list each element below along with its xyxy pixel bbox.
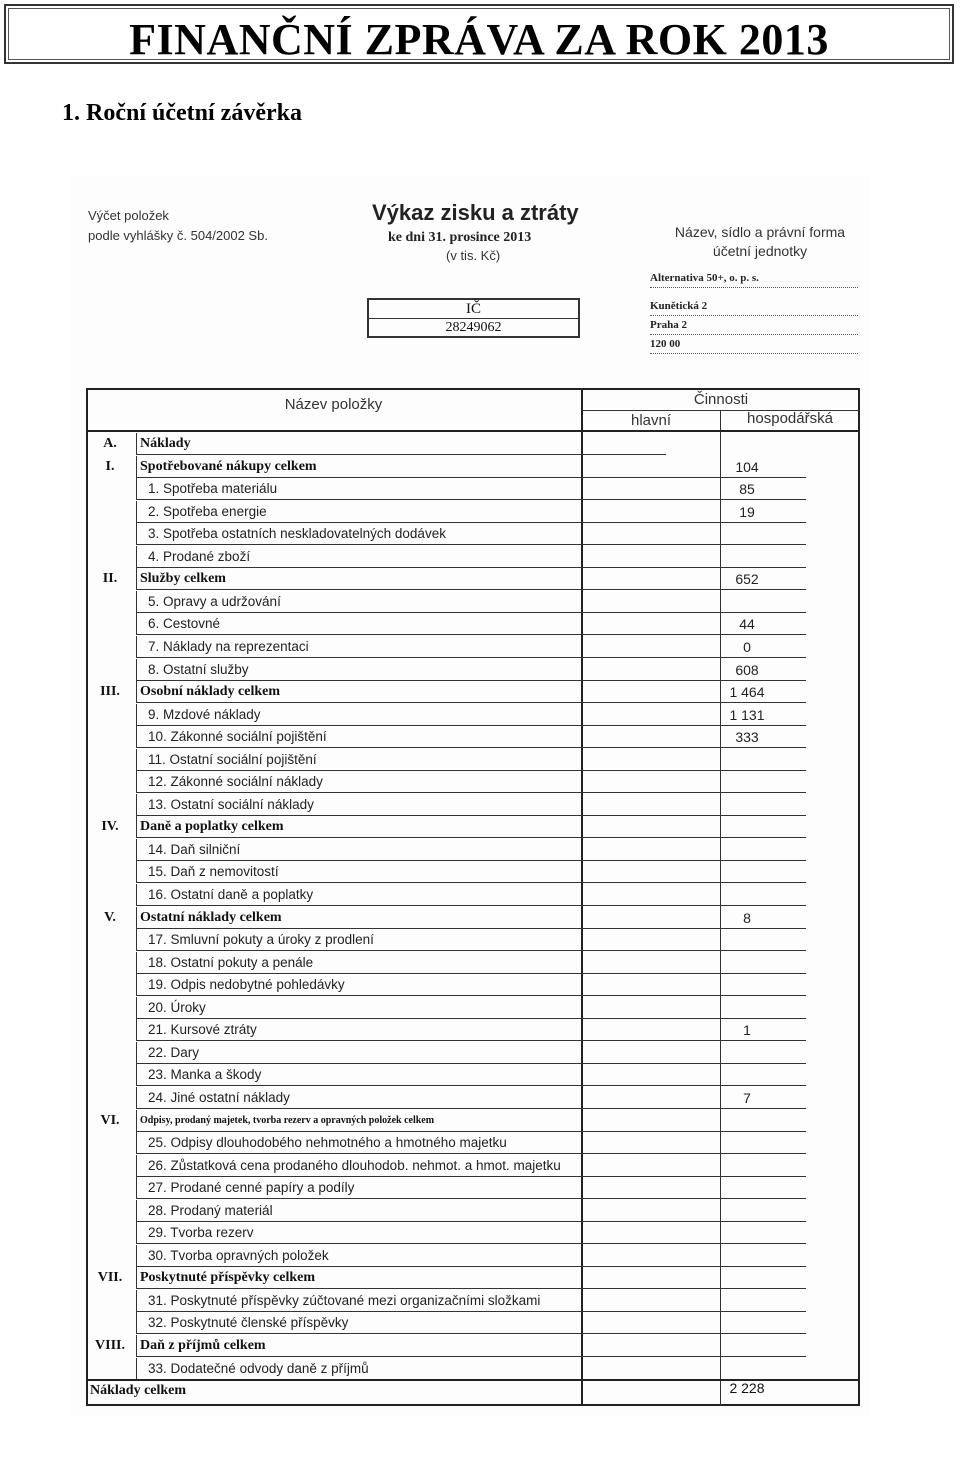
row-label: 24. Jiné ostatní náklady — [148, 1089, 290, 1105]
row-divider — [136, 546, 137, 568]
table-row — [86, 456, 860, 478]
row-value-main: 608 — [735, 661, 759, 678]
row-label: Daň z příjmů celkem — [140, 1338, 266, 1353]
table-row — [86, 1110, 860, 1132]
row-label: 32. Poskytnuté členské příspěvky — [148, 1315, 349, 1331]
table-row — [86, 1267, 860, 1289]
table-row — [86, 501, 860, 523]
row-section-number: V. — [104, 909, 116, 925]
table-row — [86, 839, 860, 861]
ico-label: IČ — [369, 300, 578, 319]
table-row — [86, 568, 860, 590]
table-row — [86, 1177, 860, 1199]
table-row — [86, 1245, 860, 1267]
entity-name: Alternativa 50+, o. p. s. — [650, 270, 858, 288]
row-label: 20. Úroky — [148, 999, 206, 1015]
row-label: Služby celkem — [140, 571, 226, 587]
entity-zip: 120 00 — [650, 336, 858, 354]
row-section-number: A. — [103, 436, 117, 451]
table-row — [86, 861, 860, 883]
row-divider — [136, 591, 137, 613]
report-title: FINANČNÍ ZPRÁVA ZA ROK 2013 — [129, 15, 829, 64]
row-divider — [136, 907, 137, 929]
table-row — [86, 478, 860, 500]
row-label: 27. Prodané cenné papíry a podíly — [148, 1180, 355, 1196]
table-row — [86, 816, 860, 838]
table-row — [86, 546, 860, 568]
row-divider — [136, 884, 137, 906]
row-divider — [136, 1312, 137, 1334]
row-label: Ostatní náklady celkem — [140, 909, 282, 925]
row-divider — [136, 433, 137, 455]
legal-basis-line-1: Výčet položek — [88, 208, 169, 223]
row-value-main: 652 — [735, 571, 759, 588]
row-divider — [136, 771, 137, 793]
total-row — [86, 1380, 860, 1406]
row-value-main: 1 131 — [729, 706, 765, 723]
row-value-main: 104 — [735, 458, 759, 475]
column-header-activities: Činnosti — [693, 391, 749, 408]
table-row — [86, 659, 860, 681]
row-label: 5. Opravy a udržování — [148, 593, 281, 609]
row-section-number: VIII. — [95, 1338, 125, 1353]
row-divider — [136, 1064, 137, 1086]
row-label: 28. Prodaný materiál — [148, 1202, 273, 1218]
table-row — [86, 749, 860, 771]
row-label: Odpisy, prodaný majetek, tvorba rezerv a opravných položek celkem — [140, 1114, 435, 1126]
row-label: 16. Ostatní daně a poplatky — [148, 887, 314, 902]
row-label: 25. Odpisy dlouhodobého nehmotného a hmotného majetku — [148, 1135, 507, 1151]
row-divider — [136, 1267, 137, 1289]
table-row — [86, 1290, 860, 1312]
row-value-main: 7 — [743, 1089, 751, 1106]
column-header-name: Název položky — [284, 396, 383, 413]
ico-box — [367, 298, 580, 338]
statement-legal-basis — [88, 206, 268, 246]
row-section-number: IV. — [101, 819, 119, 835]
row-divider — [136, 1155, 137, 1177]
row-label: 21. Kursové ztráty — [148, 1022, 257, 1038]
entity-city: Praha 2 — [650, 317, 858, 335]
row-divider — [136, 478, 137, 500]
entity-caption-line-1: Název, sídlo a právní forma — [674, 224, 846, 240]
entity-caption-line-2: účetní jednotky — [712, 243, 808, 259]
row-label: 9. Mzdové náklady — [148, 706, 261, 722]
table-row — [86, 1358, 860, 1380]
row-divider — [136, 523, 137, 545]
table-row — [86, 1132, 860, 1154]
row-divider — [136, 1200, 137, 1222]
table-row — [86, 997, 860, 1019]
row-label: 10. Zákonné sociální pojištění — [148, 729, 327, 745]
table-row — [86, 1042, 860, 1064]
row-label: 8. Ostatní služby — [148, 661, 249, 677]
table-header-divider — [86, 430, 860, 432]
table-row — [86, 613, 860, 635]
row-label: 11. Ostatní sociální pojištění — [148, 751, 317, 767]
table-row — [86, 1019, 860, 1041]
ico-value: 28249062 — [445, 320, 502, 335]
statement-unit: (v tis. Kč) — [446, 248, 501, 263]
row-label: 1. Spotřeba materiálu — [148, 481, 278, 497]
row-value-main: 1 — [743, 1022, 751, 1039]
section-title: 1. Roční účetní závěrka — [62, 100, 302, 126]
row-value-main: 0 — [743, 638, 751, 655]
table-row — [86, 523, 860, 545]
row-label: 22. Dary — [148, 1044, 200, 1060]
table-row — [86, 433, 860, 455]
row-value-main: 8 — [743, 909, 751, 926]
row-section-number: VI. — [100, 1112, 120, 1128]
row-divider — [136, 636, 137, 658]
row-divider — [136, 1290, 137, 1312]
row-value-main: 44 — [739, 616, 755, 633]
row-divider — [136, 794, 137, 816]
row-divider — [136, 659, 137, 681]
table-row — [86, 1312, 860, 1334]
row-label: 4. Prodané zboží — [148, 548, 251, 564]
row-divider — [136, 1110, 137, 1132]
row-divider — [136, 816, 137, 838]
row-divider — [136, 1177, 137, 1199]
row-divider — [136, 726, 137, 748]
row-label: 31. Poskytnuté příspěvky zúčtované mezi organizačními složkami — [148, 1292, 541, 1308]
row-label: 30. Tvorba opravných položek — [148, 1247, 329, 1263]
legal-basis-line-2: podle vyhlášky č. 504/2002 Sb. — [88, 228, 268, 243]
row-label: 12. Zákonné sociální náklady — [148, 774, 323, 790]
row-divider — [136, 929, 137, 951]
column-header-economic: hospodářská — [747, 410, 833, 427]
table-row — [86, 1087, 860, 1109]
total-value: 2 228 — [729, 1380, 765, 1396]
table-row — [86, 704, 860, 726]
row-divider — [136, 749, 137, 771]
row-section-number: II. — [102, 571, 118, 587]
table-row — [86, 1335, 860, 1357]
row-label: Daně a poplatky celkem — [140, 819, 284, 835]
row-divider — [136, 839, 137, 861]
row-label: 7. Náklady na reprezentaci — [148, 638, 309, 654]
row-divider — [136, 997, 137, 1019]
column-header-main: hlavní — [630, 412, 672, 429]
row-divider — [136, 1358, 137, 1380]
table-row — [86, 681, 860, 703]
total-label: Náklady celkem — [90, 1383, 187, 1398]
table-row — [86, 884, 860, 906]
row-label: 2. Spotřeba energie — [148, 503, 267, 519]
table-row — [86, 952, 860, 974]
report-title-box — [4, 4, 954, 64]
row-divider — [136, 1222, 137, 1244]
row-divider — [136, 1335, 137, 1357]
row-label: 6. Cestovné — [148, 616, 221, 632]
statement-title: Výkaz zisku a ztráty — [372, 200, 579, 225]
row-label: 19. Odpis nedobytné pohledávky — [148, 977, 345, 993]
table-row — [86, 726, 860, 748]
row-label: 29. Tvorba rezerv — [148, 1225, 254, 1241]
entity-street: Kunětická 2 — [650, 298, 858, 316]
row-label: 15. Daň z nemovitostí — [148, 864, 279, 880]
row-divider — [136, 704, 137, 726]
row-divider — [136, 974, 137, 996]
row-value-main: 1 464 — [729, 684, 765, 701]
table-row — [86, 1222, 860, 1244]
row-divider — [136, 1245, 137, 1267]
row-label: 17. Smluvní pokuty a úroky z prodlení — [148, 932, 374, 948]
table-row — [86, 636, 860, 658]
entity-caption — [670, 223, 850, 261]
row-divider — [136, 1042, 137, 1064]
row-value-main: 333 — [735, 729, 759, 746]
row-divider — [136, 952, 137, 974]
row-divider — [136, 1132, 137, 1154]
table-row — [86, 1200, 860, 1222]
row-divider — [136, 1087, 137, 1109]
row-divider — [136, 861, 137, 883]
row-label: Poskytnuté příspěvky celkem — [140, 1270, 315, 1286]
row-section-number: VII. — [97, 1270, 123, 1286]
row-label: 26. Zůstatková cena prodaného dlouhodob. nehmot. a hmot. majetku — [148, 1157, 561, 1173]
row-label: Náklady — [140, 436, 191, 451]
table-row — [86, 907, 860, 929]
table-row — [86, 1155, 860, 1177]
row-label: 14. Daň silniční — [148, 841, 241, 857]
table-row — [86, 591, 860, 613]
row-divider — [136, 1019, 137, 1041]
row-divider — [136, 568, 137, 590]
row-value-main: 85 — [739, 481, 755, 498]
row-label: 18. Ostatní pokuty a penále — [148, 954, 314, 970]
row-section-number: III. — [100, 684, 120, 700]
row-label: 33. Dodatečné odvody daně z příjmů — [148, 1360, 369, 1376]
row-divider — [136, 681, 137, 703]
statement-date: ke dni 31. prosince 2013 — [388, 230, 532, 245]
row-label: Spotřebované nákupy celkem — [140, 458, 317, 474]
row-divider — [136, 456, 137, 478]
row-label: 23. Manka a škody — [148, 1067, 262, 1083]
row-label: 3. Spotřeba ostatních neskladovatelných dodávek — [148, 526, 446, 542]
table-row — [86, 771, 860, 793]
row-label: 13. Ostatní sociální náklady — [148, 796, 314, 812]
row-divider — [136, 501, 137, 523]
row-section-number: I. — [105, 458, 115, 474]
table-row — [86, 794, 860, 816]
row-label: Osobní náklady celkem — [140, 684, 281, 700]
table-row — [86, 974, 860, 996]
table-row — [86, 1064, 860, 1086]
table-row — [86, 929, 860, 951]
row-divider — [136, 613, 137, 635]
row-value-main: 19 — [739, 503, 755, 520]
